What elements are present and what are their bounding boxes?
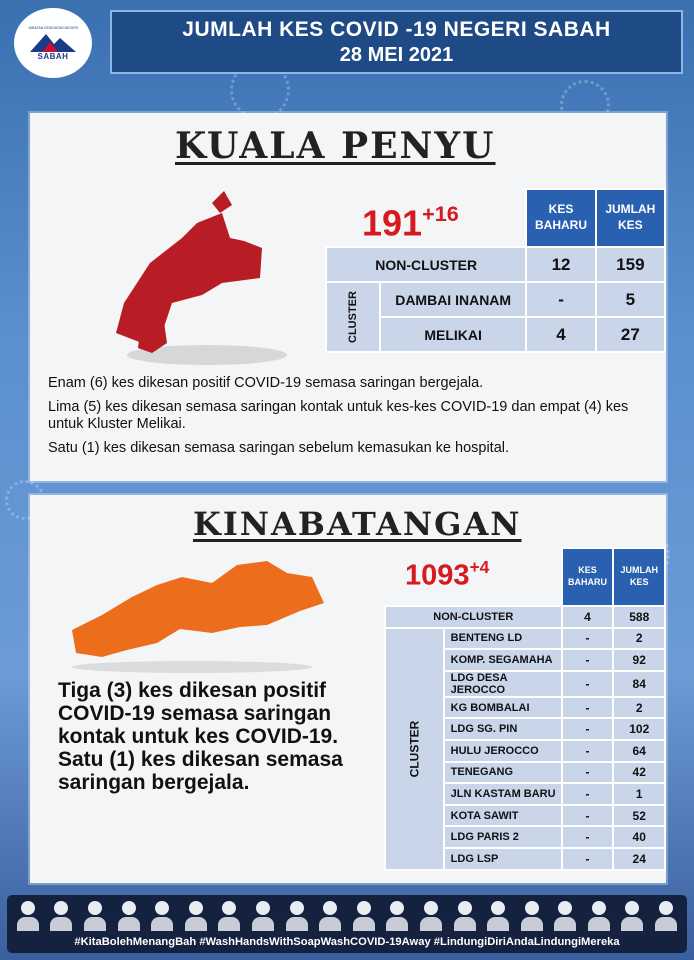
col-header-new: KES BAHARU [526, 189, 595, 247]
total-cases-cell: 84 [613, 671, 665, 697]
total-cases-cell: 159 [596, 247, 665, 282]
header-title: JUMLAH KES COVID -19 NEGERI SABAH [182, 17, 611, 41]
row-label: TENEGANG [444, 762, 562, 784]
person-icon [17, 901, 39, 931]
new-cases-cell: - [562, 671, 614, 697]
logo-text: SABAH [37, 51, 69, 61]
case-notes: Tiga (3) kes dikesan positif COVID-19 semasa saringan kontak untuk kes COVID-19. Satu (1) kes dikesan semasa saringan bergejala. [58, 679, 343, 795]
row-label: LDG LSP [444, 848, 562, 870]
person-icon [84, 901, 106, 931]
new-count: +4 [469, 557, 490, 577]
row-label: NON-CLUSTER [326, 247, 526, 282]
col-header-total: JUMLAH KES [613, 548, 665, 606]
row-label: MELIKAI [380, 317, 526, 352]
cluster-side-label: CLUSTER [326, 282, 380, 352]
person-icon [353, 901, 375, 931]
hashtags: #KitaBolehMenangBah #WashHandsWithSoapWashCOVID-19Away #LindungiDiriAndaLindungiMereka [74, 936, 620, 948]
footer-banner [7, 895, 687, 953]
person-icon [420, 901, 442, 931]
table-row [385, 628, 665, 650]
table-row [326, 282, 665, 317]
col-header-total: JUMLAH KES [596, 189, 665, 247]
col-header-new: KES BAHARU [562, 548, 614, 606]
note-text: Enam (6) kes dikesan positif COVID-19 semasa saringan bergejala. [48, 375, 484, 391]
total-cases-cell: 27 [596, 317, 665, 352]
person-icon [151, 901, 173, 931]
total-cases-cell: 2 [613, 628, 665, 650]
row-label: HULU JEROCCO [444, 740, 562, 762]
total-cases-cell: 92 [613, 649, 665, 671]
person-icon [386, 901, 408, 931]
row-label: LDG PARIS 2 [444, 826, 562, 848]
logo-small-text: JABATAN KESIHATAN NEGERI [28, 25, 78, 30]
new-cases-cell: - [562, 783, 614, 805]
new-cases-cell: - [562, 628, 614, 650]
new-cases-cell: - [562, 718, 614, 740]
cluster-side-label: CLUSTER [385, 628, 444, 870]
total-cases-cell: 102 [613, 718, 665, 740]
case-notes [48, 375, 658, 464]
district-title: KUALA PENYU [175, 125, 496, 167]
new-cases-cell: - [562, 805, 614, 827]
new-count: +16 [422, 201, 459, 226]
total-count: 1093 [405, 559, 470, 592]
row-label: JLN KASTAM BARU [444, 783, 562, 805]
mountain-icon [30, 32, 76, 52]
kinabatangan-panel [30, 495, 666, 883]
new-cases-cell: - [562, 740, 614, 762]
person-icon [252, 901, 274, 931]
table-row [326, 247, 665, 282]
person-icon [218, 901, 240, 931]
total-cases-cell: 24 [613, 848, 665, 870]
new-cases-cell: - [526, 282, 595, 317]
new-cases-cell: 4 [562, 606, 614, 628]
person-icon [50, 901, 72, 931]
person-icon [554, 901, 576, 931]
total-cases-cell: 42 [613, 762, 665, 784]
kuala-penyu-table [325, 188, 666, 353]
total-cases-cell: 40 [613, 826, 665, 848]
sabah-health-logo [14, 8, 92, 78]
total-cases-cell: 2 [613, 697, 665, 719]
row-label: KOMP. SEGAMAHA [444, 649, 562, 671]
note-text: Lima (5) kes dikesan semasa saringan kontak untuk kes-kes COVID-19 dan empat (4) kes untuk Kluster Melikai. [48, 398, 629, 433]
new-cases-cell: - [562, 649, 614, 671]
row-label: KOTA SAWIT [444, 805, 562, 827]
new-cases-cell: - [562, 762, 614, 784]
row-label: LDG DESA JEROCCO [444, 671, 562, 697]
header-date: 28 MEI 2021 [339, 43, 454, 66]
new-cases-cell: - [562, 848, 614, 870]
table-row [385, 606, 665, 628]
kuala-penyu-panel [30, 113, 666, 481]
person-icon [521, 901, 543, 931]
person-icon [185, 901, 207, 931]
district-title: KINABATANGAN [193, 505, 522, 543]
new-cases-cell: - [562, 697, 614, 719]
person-icon [454, 901, 476, 931]
kinabatangan-map-icon [62, 555, 332, 675]
total-cases-cell: 64 [613, 740, 665, 762]
new-cases-cell: - [562, 826, 614, 848]
total-cases-cell: 588 [613, 606, 665, 628]
total-cases-cell: 52 [613, 805, 665, 827]
row-label: DAMBAI INANAM [380, 282, 526, 317]
frontliner-illustration [7, 895, 687, 931]
note-text: Satu (1) kes dikesan semasa saringan sebelum kemasukan ke hospital. [48, 440, 510, 457]
kuala-penyu-map-icon [102, 183, 292, 368]
total-count: 191 [362, 202, 423, 244]
person-icon [118, 901, 140, 931]
kinabatangan-table [384, 547, 666, 871]
total-cases-cell: 1 [613, 783, 665, 805]
person-icon [319, 901, 341, 931]
row-label: LDG SG. PIN [444, 718, 562, 740]
person-icon [588, 901, 610, 931]
person-icon [621, 901, 643, 931]
person-icon [286, 901, 308, 931]
person-icon [655, 901, 677, 931]
new-cases-cell: 4 [526, 317, 595, 352]
header-banner [110, 10, 683, 74]
new-cases-cell: 12 [526, 247, 595, 282]
row-label: BENTENG LD [444, 628, 562, 650]
row-label: NON-CLUSTER [385, 606, 562, 628]
total-cases-cell: 5 [596, 282, 665, 317]
row-label: KG BOMBALAI [444, 697, 562, 719]
person-icon [487, 901, 509, 931]
